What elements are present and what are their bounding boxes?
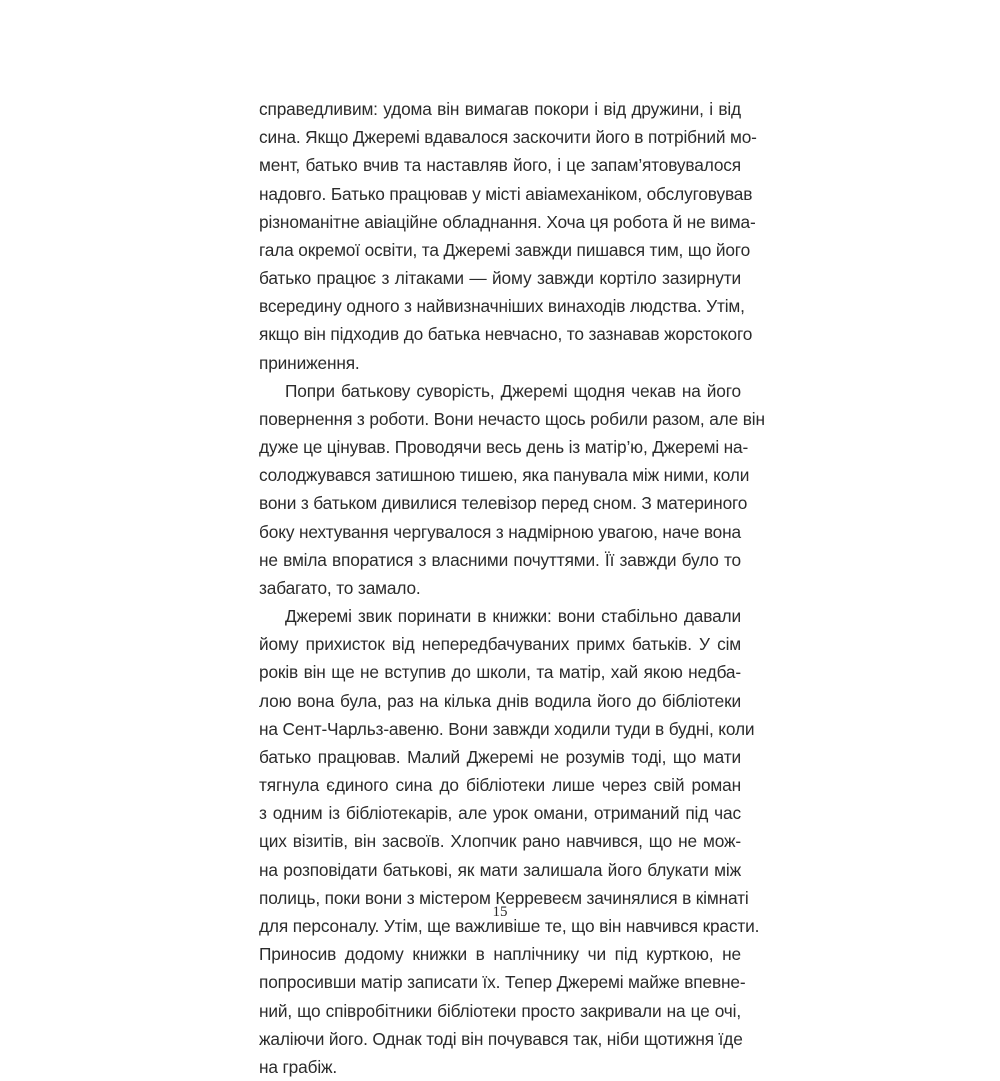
body-text xyxy=(259,95,765,1081)
text-line: забагато, то замало. xyxy=(259,577,421,598)
text-line: вони з батьком дивилися телевізор перед сном. З материного xyxy=(259,493,748,514)
text-line: мент, батько вчив та наставляв його, і це запам’ятовувалося xyxy=(259,155,741,176)
text-line: справедливим: удома він вимагав покори і від дружини, і від xyxy=(259,99,741,119)
text-line: лою вона була, раз на кілька днів водила його до бібліотеки xyxy=(259,690,741,711)
paragraph xyxy=(259,95,757,377)
text-line: повернення з роботи. Вони нечасто щось робили разом, але він xyxy=(259,408,765,429)
paragraph xyxy=(259,602,760,1081)
text-line: для персоналу. Утім, ще важливіше те, що він навчився красти. xyxy=(259,915,760,936)
text-line: на Сент-Чарльз-авеню. Вони завжди ходили туди в будні, коли xyxy=(259,718,755,739)
text-line: Приносив додому книжки в наплічнику чи під курткою, не xyxy=(259,944,741,965)
text-line: приниження. xyxy=(259,352,360,373)
text-line: ний, що співробітники бібліотеки просто закривали на це очі, xyxy=(259,1000,741,1021)
text-line: батько працює з літаками — йому завжди кортіло зазирнути xyxy=(259,268,741,289)
text-line: років він ще не вступив до школи, та матір, хай якою недба- xyxy=(259,662,741,683)
text-line: Джеремі звик поринати в книжки: вони стабільно давали xyxy=(285,606,741,627)
text-line: надовго. Батько працював у місті авіамеханіком, обслуговував xyxy=(259,183,753,204)
text-line: дуже це цінував. Проводячи весь день із матір’ю, Джеремі на- xyxy=(259,437,749,458)
text-line: попросивши матір записати їх. Тепер Джеремі майже впевне- xyxy=(259,972,746,993)
text-line: з одним із бібліотекарів, але урок омани, отриманий під час xyxy=(259,803,741,824)
text-line: батько працював. Малий Джеремі не розумів тоді, що мати xyxy=(259,746,741,767)
page-number: 15 xyxy=(492,904,508,920)
text-line: на розповідати батькові, як мати залишала його блукати між xyxy=(259,859,741,880)
paragraph xyxy=(259,377,765,602)
text-line: цих візитів, він засвоїв. Хлопчик рано навчився, що не мож- xyxy=(259,831,741,852)
text-line: якщо він підходив до батька невчасно, то зазнавав жорстокого xyxy=(259,324,753,345)
text-line: не вміла впоратися з власними почуттями. Її завжди було то xyxy=(259,549,741,570)
text-line: боку нехтування чергувалося з надмірною увагою, наче вона xyxy=(259,521,741,542)
text-line: на грабіж. xyxy=(259,1056,338,1077)
text-line: різноманітне авіаційне обладнання. Хоча ця робота й не вима- xyxy=(259,211,756,232)
text-line: солоджувався затишною тишею, яка панувала між ними, коли xyxy=(259,465,750,486)
text-line: сина. Якщо Джеремі вдавалося заскочити його в потрібний мо- xyxy=(259,127,757,148)
text-line: гала окремої освіти, та Джеремі завжди пишався тим, що його xyxy=(259,239,751,260)
text-line: всередину одного з найвизначніших винаходів людства. Утім, xyxy=(259,296,745,317)
text-line: йому прихисток від непередбачуваних примх батьків. У сім xyxy=(259,634,741,655)
text-line: полиць, поки вони з містером Керревеєм зачинялися в кімнаті xyxy=(259,887,749,908)
text-line: тягнула єдиного сина до бібліотеки лише через свій роман xyxy=(259,775,741,796)
text-line: жаліючи його. Однак тоді він почувався так, ніби щотижня їде xyxy=(259,1028,743,1049)
text-line: Попри батькову суворість, Джеремі щодня чекав на його xyxy=(285,380,741,401)
